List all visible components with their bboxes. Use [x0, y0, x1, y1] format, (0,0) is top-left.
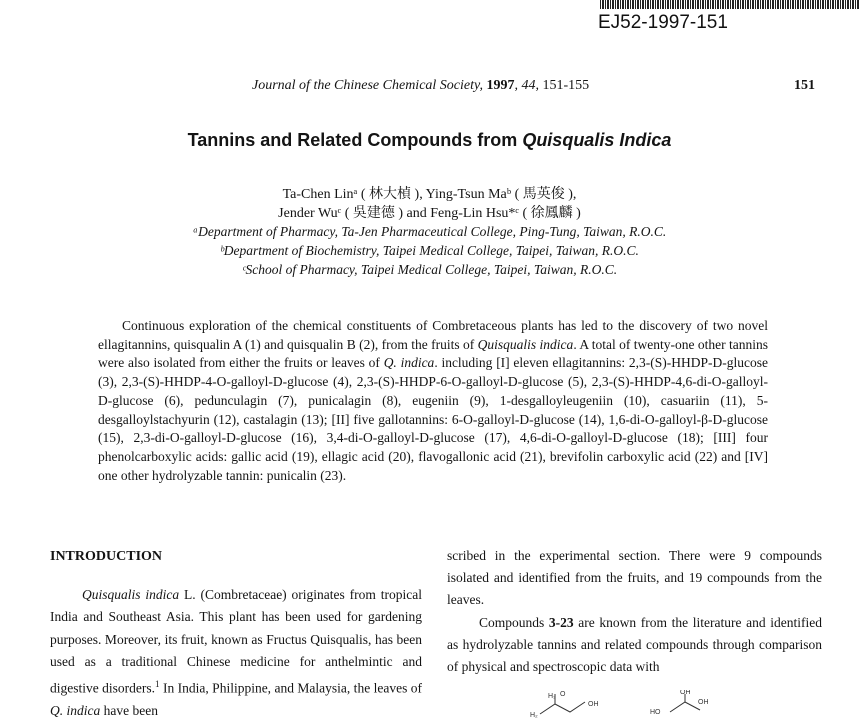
author-line-1: Ta-Chen Linᵃ ( 林大楨 ), Ying-Tsun Maᵇ ( 馬英俊 ),: [282, 187, 577, 202]
intro-species-abbr: Q. indica: [50, 702, 101, 718]
chemical-structure-figure: [520, 690, 720, 718]
paper-title: [0, 130, 859, 151]
abstract-text-2: . A total of twenty-one other tannins were also isolated from either the fruits or leaves of: [98, 336, 769, 371]
right-paragraph-2: [447, 612, 822, 679]
intro-species: Quisqualis indica: [82, 587, 180, 603]
svg-text:H₃: H₃: [548, 693, 556, 700]
affiliation-a: ᵃDepartment of Pharmacy, Ta-Jen Pharmaceutical College, Ping-Tung, Taiwan, R.O.C.: [192, 224, 667, 239]
abstract-species: Quisqualis indica: [477, 336, 574, 352]
compound-range: 3-23: [548, 614, 574, 630]
title-main: Tannins and Related Compounds from: [187, 130, 523, 150]
abstract-text-3: . including [I] eleven ellagitannins: 2,3-(S)-HHDP-D-glucose (3), 2,3-(S)-HHDP-4-O-galloyl-D-glucose (4), 2,3-(S)-HHDP-6-O-galloyl-D-glucose (5), 2,3-(S)-HHDP-4,6-di-O-galloyl-D-glucose (6), pedunculagin (7), punicalagin (8), eugeniin (9), 1-desgalloyleugeniin (10), casuariin (11), 5-desgalloylstachyurin (12), castalagin (13); [II] five gallotannins: 6-O-galloyl-D-glucose (14), 1,6-di-O-galloyl-β-D-glucose (15), 2,3-di-O-galloyl-D-glucose (16), 3,4-di-O-galloyl-D-glucose (17), 4,6-di-O-galloyl-D-glucose (18); [III] four phenolcarboxylic acids: gallic acid (19), ellagic acid (20), flavogallonic acid (21), brevifolin carboxylic acid (22) and [IV] one other hydrolyzable tannin: punicalin (23).: [98, 355, 768, 483]
affiliation-c: ᶜSchool of Pharmacy, Taipei Medical College, Taipei, Taiwan, R.O.C.: [241, 262, 618, 277]
svg-text:HO: HO: [650, 709, 661, 716]
affiliations: [0, 222, 859, 279]
right-paragraph-2-text: are known from the literature and identified as hydrolyzable tannins and related compounds through comparison of physical and spectroscopic data with: [447, 614, 822, 675]
barcode: [600, 0, 859, 9]
intro-text-2: In India, Philippine, and Malaysia, the leaves of: [159, 680, 423, 696]
svg-text:OH: OH: [698, 699, 709, 706]
intro-text-1: L. (Combretaceae) originates from tropical India and Southeast Asia. This plant has been used for gardening purposes. Moreover, its fruit, known as Fructus Quisqualis, has been used as a traditional Chinese medicine for anthelmintic and digestive disorders.: [50, 587, 422, 696]
reference-marker: 1: [155, 679, 160, 690]
svg-text:O: O: [560, 691, 566, 698]
right-column: [447, 545, 822, 678]
right-paragraph-1: scribed in the experimental section. There were 9 compounds isolated and identified from the fruits, and 19 compounds from the leaves.: [447, 548, 822, 608]
abstract: [98, 317, 768, 485]
author-list: [0, 185, 859, 223]
journal-name: Journal of the Chinese Chemical Society,: [252, 78, 483, 93]
journal-volume: 44: [521, 78, 536, 93]
intro-paragraph: [50, 584, 422, 722]
title-species: Quisqualis Indica: [522, 130, 672, 150]
journal-year: 1997: [486, 78, 515, 93]
left-column: [50, 546, 422, 722]
section-heading: INTRODUCTION: [50, 549, 163, 564]
journal-pages: 151-155: [542, 78, 590, 93]
compounds-label: Compounds: [479, 614, 549, 630]
svg-text:OH: OH: [588, 701, 599, 708]
svg-text:OH: OH: [680, 690, 691, 696]
document-id: EJ52-1997-151: [598, 12, 728, 33]
intro-text-3: have been: [100, 702, 158, 718]
journal-citation: Journal of the Chinese Chemical Society, 1997, 44, 151-155: [252, 78, 590, 93]
abstract-text-1: Continuous exploration of the chemical constituents of Combretaceous plants has led to the discovery of two novel ellagitannins, quisqualin A (1) and quisqualin B (2), from the fruits of: [98, 318, 768, 352]
abstract-species-abbr: Q. indica: [383, 355, 435, 371]
svg-text:H₂: H₂: [530, 712, 538, 718]
affiliation-b: ᵇDepartment of Biochemistry, Taipei Medical College, Taipei, Taiwan, R.O.C.: [220, 243, 639, 258]
author-line-2: Jender Wuᶜ ( 吳建德 ) and Feng-Lin Hsu*ᶜ ( 徐鳳麟 ): [278, 206, 581, 221]
page-number: 151: [794, 78, 815, 93]
